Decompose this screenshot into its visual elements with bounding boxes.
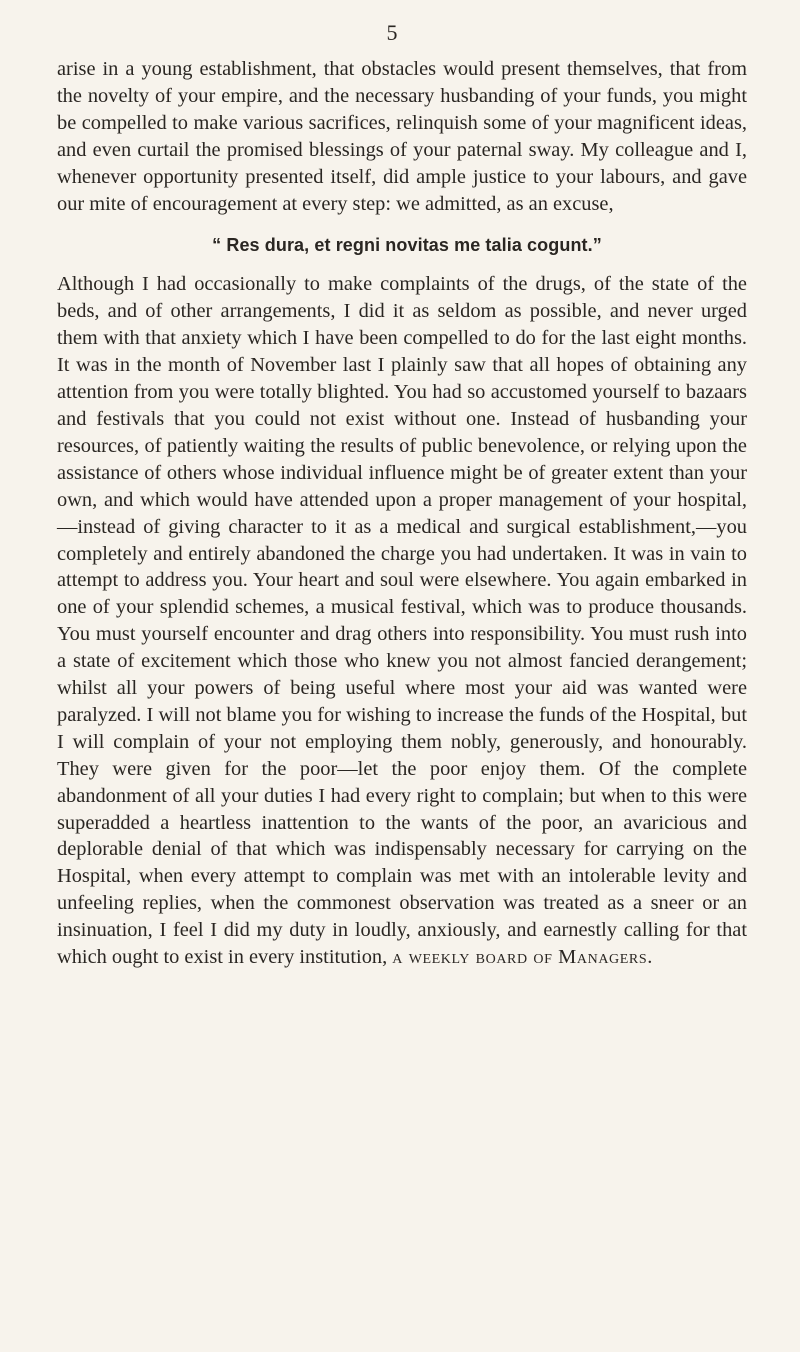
quotation-opening: “ Res dura, bbox=[212, 235, 310, 256]
body-text bbox=[57, 56, 747, 971]
paragraph-1: arise in a young establishment, that obstacles would present themselves, that from the novelty of your empire, and the necessary husbanding of your funds, you might be compelled to make various sacrifices, relinquish some of your magnificent ideas, and even curtail the promised blessings of your paternal sway. My colleague and I, whenever opportunity presented itself, did ample justice to your labours, and gave our mite of encouragement at every step: we admitted, as an excuse, bbox=[57, 58, 747, 215]
page-number: 5 bbox=[386, 20, 398, 45]
paragraph-2-smallcaps-ending: a weekly board of Managers. bbox=[392, 946, 653, 969]
paragraph-2 bbox=[57, 271, 747, 971]
quotation-rest: et regni novitas me talia cogunt.” bbox=[309, 235, 602, 256]
paragraph-2-main: Although I had occasionally to make complaints of the drugs, of the state of the beds, and of other arrangements, I did it as seldom as possible, and never urged them with that anxiety which I have been compelled to do for the last eight months. It was in the month of November last I plainly saw that all hopes of obtaining any attention from you were totally blighted. You had so accustomed yourself to bazaars and festivals that you could not exist without one. Instead of husbanding your resources, of patiently waiting the results of public benevolence, or relying upon the assistance of others whose individual influence might be of greater extent than your own, and which would have attended upon a proper management of your hospital,—instead of giving character to it as a medical and surgical establishment,—you completely and entirely abandoned the charge you had undertaken. It was in vain to attempt to address you. Your heart and soul were elsewhere. You again embarked in one of your splendid schemes, a musical festival, which was to produce thousands. You must yourself encounter and drag others into responsibility. You must rush into a state of excitement which those who knew you not almost fancied derangement; whilst all your powers of being useful where most your aid was wanted were paralyzed. I will not blame you for wishing to increase the funds of the Hospital, but I will complain of your not employing them nobly, generously, and honourably. They were given for the poor—let the poor enjoy them. Of the complete abandonment of all your duties I had every right to complain; but when to this were superadded a heartless inattention to the wants of the poor, an avaricious and deplorable denial of that which was indispensably necessary for carrying on the Hospital, when every attempt to complain was met with an intolerable levity and unfeeling replies, when the commonest observation was treated as a sneer or an insinuation, I feel I did my duty in loudly, anxiously, and earnestly calling for that which ought to exist in every institution, bbox=[57, 273, 747, 969]
latin-quotation bbox=[57, 233, 747, 257]
